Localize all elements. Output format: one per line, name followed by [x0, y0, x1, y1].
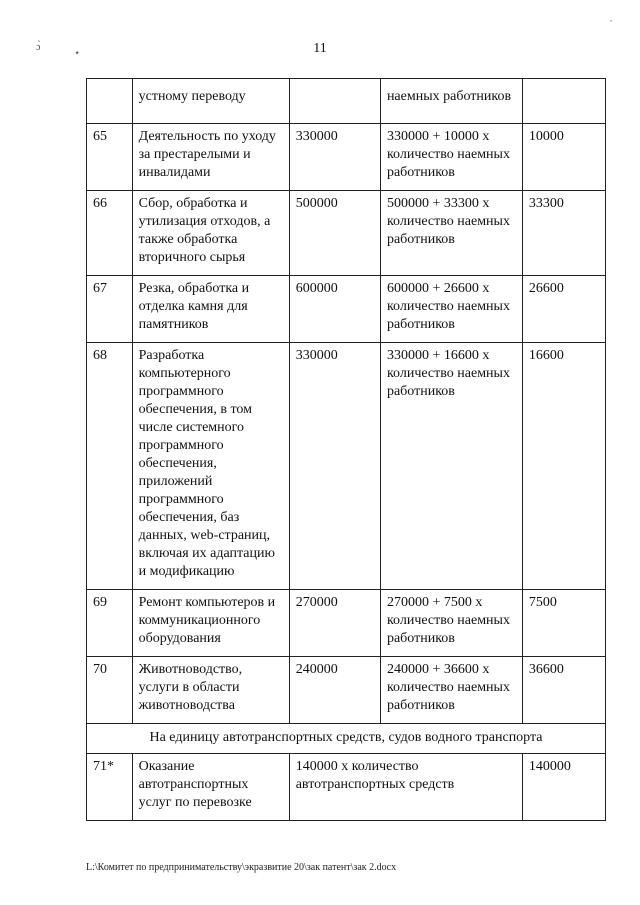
base-cell	[289, 79, 380, 124]
base-cell: 240000	[289, 657, 380, 724]
row-number-cell: 67	[87, 276, 133, 343]
formula-cell: 140000 х количество автотранспортных средств	[289, 754, 522, 821]
amount-cell: 36600	[522, 657, 605, 724]
table-row	[87, 191, 606, 276]
base-cell: 330000	[289, 124, 380, 191]
formula-cell: наемных работников	[380, 79, 522, 124]
formula-cell: 330000 + 16600 х количество наемных работников	[380, 343, 522, 590]
activity-cell: Животноводство, услуги в области животноводства	[132, 657, 289, 724]
file-path-footer: L:\Комитет по предпринимательству\экразвитие 20\зак патент\зак 2.docx	[86, 862, 397, 873]
section-heading-row	[87, 724, 606, 754]
formula-cell: 600000 + 26600 х количество наемных работников	[380, 276, 522, 343]
amount-cell: 26600	[522, 276, 605, 343]
activity-cell: Сбор, обработка и утилизация отходов, а также обработка вторичного сырья	[132, 191, 289, 276]
table-row	[87, 124, 606, 191]
activity-cell: Резка, обработка и отделка камня для памятников	[132, 276, 289, 343]
row-number-cell: 66	[87, 191, 133, 276]
base-cell: 270000	[289, 590, 380, 657]
row-number-cell: 70	[87, 657, 133, 724]
table-row	[87, 343, 606, 590]
activity-cell: Ремонт компьютеров и коммуникационного оборудования	[132, 590, 289, 657]
base-cell: 330000	[289, 343, 380, 590]
base-cell: 500000	[289, 191, 380, 276]
activity-cell: Оказание автотранспортных услуг по перевозке	[132, 754, 289, 821]
amount-cell: 33300	[522, 191, 605, 276]
activity-cell: Разработка компьютерного программного обеспечения, в том числе системного программного обеспечения, приложений программного обеспечения, баз данных, web-страниц, включая их адаптацию и модификацию	[132, 343, 289, 590]
activity-cell: устному переводу	[132, 79, 289, 124]
row-number-cell	[87, 79, 133, 124]
amount-cell	[522, 79, 605, 124]
row-number-cell: 68	[87, 343, 133, 590]
table-row	[87, 276, 606, 343]
table-row	[87, 79, 606, 124]
amount-cell: 140000	[522, 754, 605, 821]
amount-cell: 10000	[522, 124, 605, 191]
row-number-cell: 71*	[87, 754, 133, 821]
scan-mark: ,	[610, 14, 612, 23]
scan-mark: ٭	[75, 48, 80, 57]
row-number-cell: 69	[87, 590, 133, 657]
base-cell: 600000	[289, 276, 380, 343]
table-row	[87, 754, 606, 821]
amount-cell: 7500	[522, 590, 605, 657]
table-row	[87, 657, 606, 724]
scan-mark: ɔ̀	[36, 42, 41, 53]
activity-cell: Деятельность по уходу за престарелыми и инвалидами	[132, 124, 289, 191]
formula-cell: 270000 + 7500 х количество наемных работников	[380, 590, 522, 657]
formula-cell: 500000 + 33300 х количество наемных работников	[380, 191, 522, 276]
page-number: 11	[313, 41, 327, 56]
tax-table	[86, 78, 606, 821]
table-row	[87, 590, 606, 657]
section-heading: На единицу автотранспортных средств, судов водного транспорта	[87, 724, 606, 754]
amount-cell: 16600	[522, 343, 605, 590]
formula-cell: 330000 + 10000 х количество наемных работников	[380, 124, 522, 191]
row-number-cell: 65	[87, 124, 133, 191]
formula-cell: 240000 + 36600 х количество наемных работников	[380, 657, 522, 724]
